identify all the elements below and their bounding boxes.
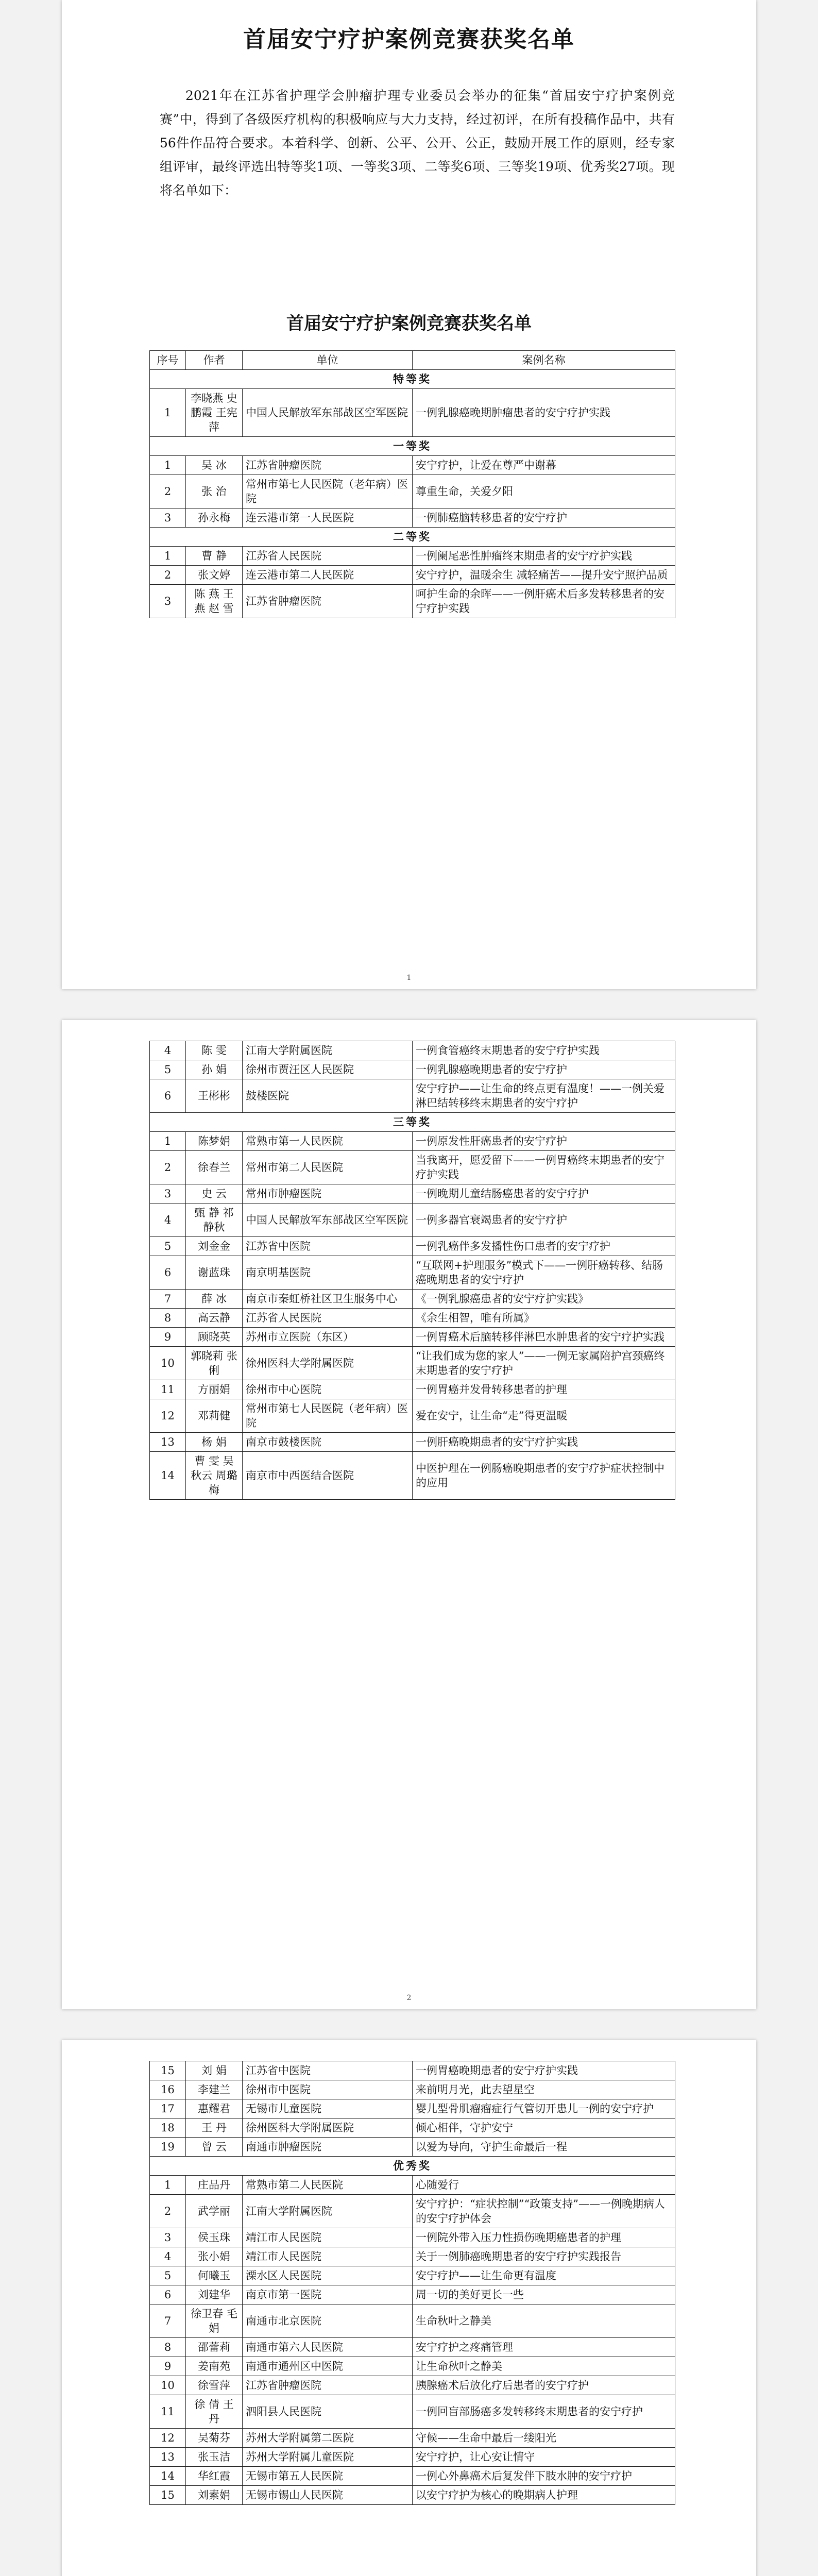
award-category: 优秀奖 bbox=[150, 2157, 675, 2176]
table-row bbox=[150, 2061, 675, 2080]
cell-no: 14 bbox=[150, 1452, 186, 1500]
header-no: 序号 bbox=[150, 351, 186, 370]
cell-author: 徐雪萍 bbox=[186, 2376, 243, 2395]
cell-unit: 江苏省人民医院 bbox=[243, 1309, 413, 1328]
table-row bbox=[150, 2486, 675, 2505]
cell-unit: 徐州医科大学附属医院 bbox=[243, 1347, 413, 1380]
cell-unit: 徐州市贾汪区人民医院 bbox=[243, 1060, 413, 1079]
table-row bbox=[150, 1328, 675, 1347]
page-3 bbox=[62, 2040, 756, 2576]
cell-author: 薛 冰 bbox=[186, 1290, 243, 1309]
cell-unit: 南京明基医院 bbox=[243, 1256, 413, 1290]
cell-case: 一例心外鼻癌术后复发伴下肢水肿的安宁疗护 bbox=[413, 2467, 675, 2486]
cell-author: 陈 雯 bbox=[186, 1041, 243, 1060]
cell-case: 《余生相智，唯有所属》 bbox=[413, 1309, 675, 1328]
cell-unit: 无锡市第五人民医院 bbox=[243, 2467, 413, 2486]
cell-unit: 溧水区人民医院 bbox=[243, 2266, 413, 2285]
cell-author: 杨 娟 bbox=[186, 1433, 243, 1452]
cell-case: 一例院外带入压力性损伤晚期癌患者的护理 bbox=[413, 2228, 675, 2247]
cell-no: 13 bbox=[150, 1433, 186, 1452]
table-row bbox=[150, 2304, 675, 2338]
cell-no: 10 bbox=[150, 1347, 186, 1380]
table-row bbox=[150, 1132, 675, 1151]
table-row bbox=[150, 2176, 675, 2195]
cell-no: 1 bbox=[150, 547, 186, 566]
cell-case: 呵护生命的余晖——一例肝癌术后多发转移患者的安宁疗护实践 bbox=[413, 585, 675, 618]
cell-unit: 连云港市第一人民医院 bbox=[243, 509, 413, 528]
cell-unit: 南京市中西医结合医院 bbox=[243, 1452, 413, 1500]
header-case: 案例名称 bbox=[413, 351, 675, 370]
award-category-row bbox=[150, 437, 675, 456]
cell-unit: 江苏省中医院 bbox=[243, 1237, 413, 1256]
cell-author: 武学丽 bbox=[186, 2195, 243, 2228]
cell-no: 6 bbox=[150, 1256, 186, 1290]
table-row bbox=[150, 509, 675, 528]
cell-case: 让生命秋叶之静美 bbox=[413, 2357, 675, 2376]
cell-no: 9 bbox=[150, 2357, 186, 2376]
cell-no: 8 bbox=[150, 1309, 186, 1328]
cell-no: 1 bbox=[150, 456, 186, 475]
cell-case: 婴儿型骨肌瘤瘤症行气管切开患儿一例的安宁疗护 bbox=[413, 2099, 675, 2119]
cell-case: 周一切的美好更长一些 bbox=[413, 2285, 675, 2304]
cell-author: 刘金金 bbox=[186, 1237, 243, 1256]
cell-case: 一例胃癌并发骨转移患者的护理 bbox=[413, 1380, 675, 1399]
cell-author: 徐 倩 王 丹 bbox=[186, 2395, 243, 2429]
cell-no: 17 bbox=[150, 2099, 186, 2119]
table-title: 首届安宁疗护案例竞赛获奖名单 bbox=[286, 313, 532, 334]
table-row bbox=[150, 2357, 675, 2376]
cell-unit: 无锡市儿童医院 bbox=[243, 2099, 413, 2119]
cell-case: 一例食管癌终末期患者的安宁疗护实践 bbox=[413, 1041, 675, 1060]
cell-no: 8 bbox=[150, 2338, 186, 2357]
cell-no: 5 bbox=[150, 2266, 186, 2285]
award-category: 特等奖 bbox=[150, 370, 675, 389]
cell-case: 倾心相伴，守护安宁 bbox=[413, 2119, 675, 2138]
cell-unit: 常熟市第一人民医院 bbox=[243, 1132, 413, 1151]
cell-unit: 常州市第二人民医院 bbox=[243, 1151, 413, 1184]
cell-unit: 江苏省肿瘤医院 bbox=[243, 2376, 413, 2395]
cell-unit: 南通市北京医院 bbox=[243, 2304, 413, 2338]
table-row bbox=[150, 547, 675, 566]
table-row bbox=[150, 1256, 675, 1290]
cell-case: 尊重生命，关爱夕阳 bbox=[413, 475, 675, 509]
table-row bbox=[150, 1041, 675, 1060]
document-title: 首届安宁疗护案例竞赛获奖名单 bbox=[243, 26, 575, 53]
cell-no: 6 bbox=[150, 2285, 186, 2304]
cell-author: 谢蓝珠 bbox=[186, 1256, 243, 1290]
cell-no: 16 bbox=[150, 2080, 186, 2099]
cell-unit: 苏州大学附属儿童医院 bbox=[243, 2448, 413, 2467]
cell-unit: 常熟市第二人民医院 bbox=[243, 2176, 413, 2195]
cell-author: 刘 娟 bbox=[186, 2061, 243, 2080]
table-row bbox=[150, 2338, 675, 2357]
table-row bbox=[150, 2119, 675, 2138]
cell-author: 姜南苑 bbox=[186, 2357, 243, 2376]
cell-author: 张 治 bbox=[186, 475, 243, 509]
cell-case: 当我离开，愿爱留下——一例胃癌终末期患者的安宁疗护实践 bbox=[413, 1151, 675, 1184]
table-row bbox=[150, 1151, 675, 1184]
cell-no: 9 bbox=[150, 1328, 186, 1347]
award-table-page-2 bbox=[149, 1041, 675, 1500]
cell-author: 刘素娟 bbox=[186, 2486, 243, 2505]
cell-unit: 江苏省肿瘤医院 bbox=[243, 585, 413, 618]
cell-author: 曹 雯 吴秋云 周璐梅 bbox=[186, 1452, 243, 1500]
table-body bbox=[150, 2061, 675, 2505]
cell-author: 徐卫春 毛 娟 bbox=[186, 2304, 243, 2338]
cell-no: 10 bbox=[150, 2376, 186, 2395]
cell-case: 关于一例肺癌晚期患者的安宁疗护实践报告 bbox=[413, 2247, 675, 2266]
cell-author: 孙 娟 bbox=[186, 1060, 243, 1079]
page-1 bbox=[62, 0, 756, 989]
cell-no: 12 bbox=[150, 2429, 186, 2448]
table-row bbox=[150, 1433, 675, 1452]
cell-unit: 南通市肿瘤医院 bbox=[243, 2138, 413, 2157]
cell-case: “让我们成为您的家人”——一例无家属陪护宫颈癌终末期患者的安宁疗护 bbox=[413, 1347, 675, 1380]
cell-case: 中医护理在一例肠癌晚期患者的安宁疗护症状控制中的应用 bbox=[413, 1452, 675, 1500]
cell-author: 曾 云 bbox=[186, 2138, 243, 2157]
cell-author: 王彬彬 bbox=[186, 1079, 243, 1113]
table-row bbox=[150, 475, 675, 509]
cell-no: 3 bbox=[150, 509, 186, 528]
cell-unit: 连云港市第二人民医院 bbox=[243, 566, 413, 585]
cell-unit: 中国人民解放军东部战区空军医院 bbox=[243, 389, 413, 437]
cell-no: 4 bbox=[150, 1041, 186, 1060]
cell-case: 安宁疗护：“症状控制”“政策支持”——一例晚期病人的安宁疗护体会 bbox=[413, 2195, 675, 2228]
cell-no: 7 bbox=[150, 2304, 186, 2338]
cell-unit: 常州市肿瘤医院 bbox=[243, 1184, 413, 1204]
cell-no: 3 bbox=[150, 2228, 186, 2247]
cell-unit: 中国人民解放军东部战区空军医院 bbox=[243, 1204, 413, 1237]
cell-author: 方丽娟 bbox=[186, 1380, 243, 1399]
cell-case: 安宁疗护之疼痛管理 bbox=[413, 2338, 675, 2357]
cell-no: 2 bbox=[150, 475, 186, 509]
cell-no: 11 bbox=[150, 2395, 186, 2429]
cell-no: 4 bbox=[150, 2247, 186, 2266]
cell-author: 惠耀君 bbox=[186, 2099, 243, 2119]
award-category: 一等奖 bbox=[150, 437, 675, 456]
cell-case: 以安宁疗护为核心的晚期病人护理 bbox=[413, 2486, 675, 2505]
table-row bbox=[150, 2395, 675, 2429]
table-row bbox=[150, 2266, 675, 2285]
cell-case: 一例晚期儿童结肠癌患者的安宁疗护 bbox=[413, 1184, 675, 1204]
header-author: 作者 bbox=[186, 351, 243, 370]
table-row bbox=[150, 2099, 675, 2119]
cell-unit: 江南大学附属医院 bbox=[243, 1041, 413, 1060]
cell-unit: 苏州大学附属第二医院 bbox=[243, 2429, 413, 2448]
cell-unit: 江苏省肿瘤医院 bbox=[243, 456, 413, 475]
cell-case: 爱在安宁，让生命“走”得更温暖 bbox=[413, 1399, 675, 1433]
page-number: 1 bbox=[406, 974, 412, 982]
cell-unit: 南京市秦虹桥社区卫生服务中心 bbox=[243, 1290, 413, 1309]
cell-unit: 南通市通州区中医院 bbox=[243, 2357, 413, 2376]
cell-no: 19 bbox=[150, 2138, 186, 2157]
cell-unit: 徐州市中心医院 bbox=[243, 1380, 413, 1399]
cell-no: 2 bbox=[150, 2195, 186, 2228]
cell-author: 孙永梅 bbox=[186, 509, 243, 528]
cell-case: 胰腺癌术后放化疗后患者的安宁疗护 bbox=[413, 2376, 675, 2395]
cell-no: 18 bbox=[150, 2119, 186, 2138]
cell-unit: 泗阳县人民医院 bbox=[243, 2395, 413, 2429]
table-row bbox=[150, 2247, 675, 2266]
cell-case: 安宁疗护——让生命更有温度 bbox=[413, 2266, 675, 2285]
cell-author: 李建兰 bbox=[186, 2080, 243, 2099]
table-row bbox=[150, 1184, 675, 1204]
table-row bbox=[150, 2285, 675, 2304]
table-row bbox=[150, 456, 675, 475]
cell-no: 3 bbox=[150, 1184, 186, 1204]
cell-unit: 常州市第七人民医院（老年病）医院 bbox=[243, 475, 413, 509]
cell-unit: 南京市鼓楼医院 bbox=[243, 1433, 413, 1452]
cell-author: 高云静 bbox=[186, 1309, 243, 1328]
cell-case: 一例胃癌晚期患者的安宁疗护实践 bbox=[413, 2061, 675, 2080]
cell-author: 邓莉健 bbox=[186, 1399, 243, 1433]
cell-case: 一例胃癌术后脑转移伴淋巴水肿患者的安宁疗护实践 bbox=[413, 1328, 675, 1347]
cell-unit: 南通市第六人民医院 bbox=[243, 2338, 413, 2357]
cell-case: “互联网+护理服务”模式下——一例肝癌转移、结肠癌晚期患者的安宁疗护 bbox=[413, 1256, 675, 1290]
cell-no: 15 bbox=[150, 2061, 186, 2080]
table-row bbox=[150, 1237, 675, 1256]
header-unit: 单位 bbox=[243, 351, 413, 370]
cell-author: 邵蕾莉 bbox=[186, 2338, 243, 2357]
cell-author: 张玉洁 bbox=[186, 2448, 243, 2467]
cell-case: 一例乳腺癌晚期肿瘤患者的安宁疗护实践 bbox=[413, 389, 675, 437]
cell-no: 1 bbox=[150, 1132, 186, 1151]
cell-unit: 江苏省人民医院 bbox=[243, 547, 413, 566]
cell-unit: 徐州医科大学附属医院 bbox=[243, 2119, 413, 2138]
award-category: 三等奖 bbox=[150, 1113, 675, 1132]
cell-author: 何曦玉 bbox=[186, 2266, 243, 2285]
award-category-row bbox=[150, 528, 675, 547]
award-category-row bbox=[150, 1113, 675, 1132]
cell-unit: 徐州市中医院 bbox=[243, 2080, 413, 2099]
cell-unit: 靖江市人民医院 bbox=[243, 2247, 413, 2266]
cell-author: 陈 燕 王 燕 赵 雪 bbox=[186, 585, 243, 618]
cell-author: 侯玉珠 bbox=[186, 2228, 243, 2247]
cell-author: 华红霞 bbox=[186, 2467, 243, 2486]
table-row bbox=[150, 2138, 675, 2157]
cell-author: 顾晓英 bbox=[186, 1328, 243, 1347]
cell-no: 1 bbox=[150, 389, 186, 437]
table-row bbox=[150, 2080, 675, 2099]
table-row bbox=[150, 1452, 675, 1500]
table-row bbox=[150, 1399, 675, 1433]
table-row bbox=[150, 2228, 675, 2247]
cell-no: 3 bbox=[150, 585, 186, 618]
cell-case: 守候——生命中最后一缕阳光 bbox=[413, 2429, 675, 2448]
cell-author: 曹 静 bbox=[186, 547, 243, 566]
cell-no: 2 bbox=[150, 1151, 186, 1184]
table-row bbox=[150, 1060, 675, 1079]
cell-case: 心随爱行 bbox=[413, 2176, 675, 2195]
award-category-row bbox=[150, 370, 675, 389]
table-row bbox=[150, 1290, 675, 1309]
table-row bbox=[150, 2429, 675, 2448]
table-row bbox=[150, 1204, 675, 1237]
award-table-page-1 bbox=[149, 350, 675, 618]
cell-author: 张小娟 bbox=[186, 2247, 243, 2266]
cell-author: 郭晓莉 张 俐 bbox=[186, 1347, 243, 1380]
cell-unit: 鼓楼医院 bbox=[243, 1079, 413, 1113]
cell-case: 一例原发性肝癌患者的安宁疗护 bbox=[413, 1132, 675, 1151]
cell-author: 王 丹 bbox=[186, 2119, 243, 2138]
award-category-row bbox=[150, 2157, 675, 2176]
cell-case: 《一例乳腺癌患者的安宁疗护实践》 bbox=[413, 1290, 675, 1309]
cell-case: 一例多器官衰竭患者的安宁疗护 bbox=[413, 1204, 675, 1237]
table-body bbox=[150, 1041, 675, 1500]
cell-author: 李晓燕 史鹏霞 王宪萍 bbox=[186, 389, 243, 437]
intro-paragraph: 2021年在江苏省护理学会肿瘤护理专业委员会举办的征集“首届安宁疗护案例竞赛”中，得到了各级医疗机构的积极响应与大力支持，经过初评，在所有投稿作品中，共有56件作品符合要求。本着科学、创新、公平、公开、公正，鼓励开展工作的原则，经专家组评审，最终评选出特等奖1项、一等奖3项、二等奖6项、三等奖19项、优秀奖27项。现将名单如下： bbox=[160, 88, 675, 198]
award-table-page-3 bbox=[149, 2061, 675, 2505]
cell-author: 甄 静 祁静秋 bbox=[186, 1204, 243, 1237]
cell-no: 14 bbox=[150, 2467, 186, 2486]
cell-no: 7 bbox=[150, 1290, 186, 1309]
cell-no: 15 bbox=[150, 2486, 186, 2505]
table-row bbox=[150, 1079, 675, 1113]
cell-case: 一例回盲部肠癌多发转移终末期患者的安宁疗护 bbox=[413, 2395, 675, 2429]
cell-case: 一例肺癌脑转移患者的安宁疗护 bbox=[413, 509, 675, 528]
cell-no: 1 bbox=[150, 2176, 186, 2195]
cell-no: 5 bbox=[150, 1237, 186, 1256]
page-2 bbox=[62, 1020, 756, 2009]
table-row bbox=[150, 566, 675, 585]
cell-unit: 江苏省中医院 bbox=[243, 2061, 413, 2080]
cell-author: 陈梦娟 bbox=[186, 1132, 243, 1151]
cell-no: 6 bbox=[150, 1079, 186, 1113]
cell-case: 一例乳癌伴多发播性伤口患者的安宁疗护 bbox=[413, 1237, 675, 1256]
cell-unit: 江南大学附属医院 bbox=[243, 2195, 413, 2228]
cell-author: 庄品丹 bbox=[186, 2176, 243, 2195]
cell-author: 吴菊芬 bbox=[186, 2429, 243, 2448]
cell-case: 以爱为导向，守护生命最后一程 bbox=[413, 2138, 675, 2157]
cell-no: 4 bbox=[150, 1204, 186, 1237]
cell-unit: 无锡市锡山人民医院 bbox=[243, 2486, 413, 2505]
cell-no: 11 bbox=[150, 1380, 186, 1399]
cell-no: 2 bbox=[150, 566, 186, 585]
cell-author: 刘建华 bbox=[186, 2285, 243, 2304]
cell-case: 安宁疗护——让生命的终点更有温度！——一例关爱淋巴结转移终末期患者的安宁疗护 bbox=[413, 1079, 675, 1113]
table-row bbox=[150, 585, 675, 618]
cell-case: 安宁疗护，让爱在尊严中谢幕 bbox=[413, 456, 675, 475]
cell-case: 一例肝癌晚期患者的安宁疗护实践 bbox=[413, 1433, 675, 1452]
cell-unit: 靖江市人民医院 bbox=[243, 2228, 413, 2247]
cell-case: 安宁疗护，让心安让情守 bbox=[413, 2448, 675, 2467]
cell-no: 12 bbox=[150, 1399, 186, 1433]
cell-case: 一例阑尾恶性肿瘤终末期患者的安宁疗护实践 bbox=[413, 547, 675, 566]
cell-author: 张文婷 bbox=[186, 566, 243, 585]
cell-case: 生命秋叶之静美 bbox=[413, 2304, 675, 2338]
award-category: 二等奖 bbox=[150, 528, 675, 547]
table-row bbox=[150, 1347, 675, 1380]
page-number: 2 bbox=[406, 1994, 412, 2002]
cell-no: 5 bbox=[150, 1060, 186, 1079]
table-body bbox=[150, 370, 675, 618]
table-header-row bbox=[150, 351, 675, 370]
table-row bbox=[150, 2376, 675, 2395]
cell-no: 13 bbox=[150, 2448, 186, 2467]
cell-case: 安宁疗护，温暖余生 减轻痛苦——提升安宁照护品质 bbox=[413, 566, 675, 585]
cell-case: 来前明月光，此去望星空 bbox=[413, 2080, 675, 2099]
cell-unit: 苏州市立医院（东区） bbox=[243, 1328, 413, 1347]
cell-unit: 常州市第七人民医院（老年病）医院 bbox=[243, 1399, 413, 1433]
cell-unit: 南京市第一医院 bbox=[243, 2285, 413, 2304]
table-row bbox=[150, 2195, 675, 2228]
table-row bbox=[150, 2448, 675, 2467]
cell-author: 吴 冰 bbox=[186, 456, 243, 475]
table-row bbox=[150, 2467, 675, 2486]
table-row bbox=[150, 1380, 675, 1399]
table-row bbox=[150, 1309, 675, 1328]
cell-author: 徐春兰 bbox=[186, 1151, 243, 1184]
table-row bbox=[150, 389, 675, 437]
cell-author: 史 云 bbox=[186, 1184, 243, 1204]
cell-case: 一例乳腺癌晚期患者的安宁疗护 bbox=[413, 1060, 675, 1079]
